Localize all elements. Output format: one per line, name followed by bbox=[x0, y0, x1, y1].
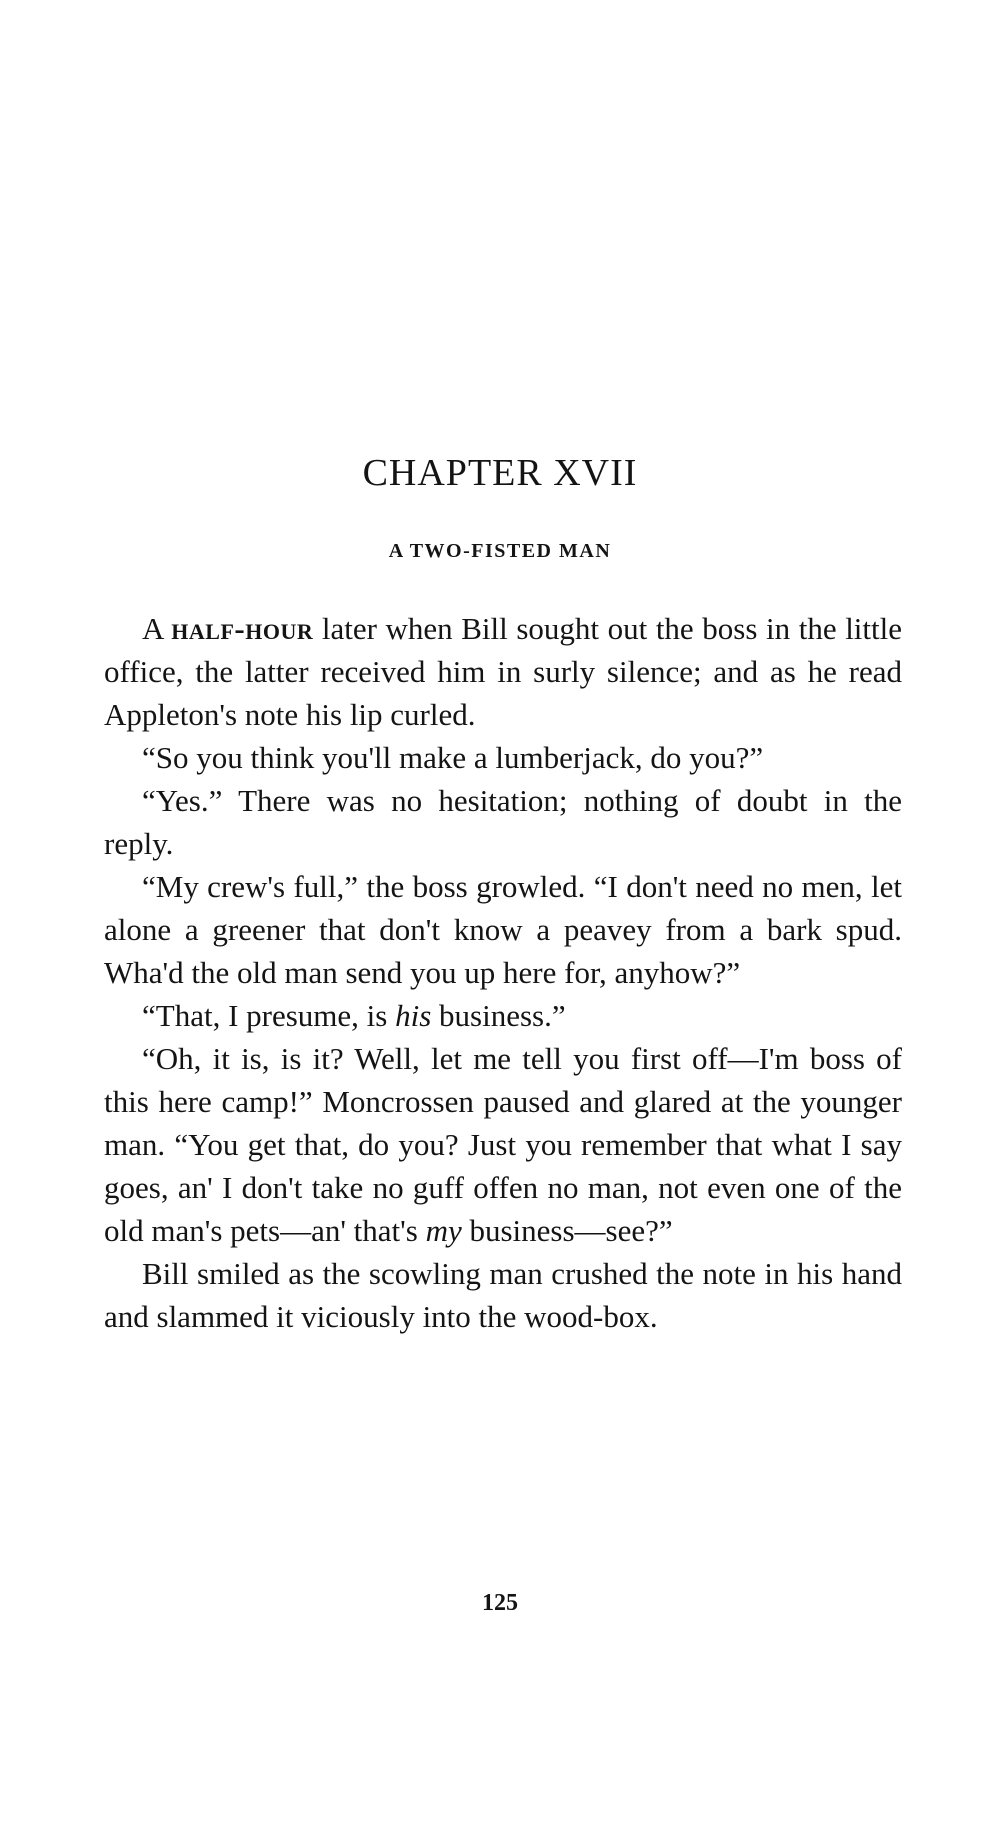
paragraph: “That, I presume, is his business.” bbox=[142, 998, 566, 1033]
paragraph: “My crew's full,” the boss growled. “I don't need no men, let alone a greener that don't know a peavey from a bark spud. Wha'd the old man send you up here for, anyhow?” bbox=[104, 869, 902, 990]
paragraph: “Oh, it is, is it? Well, let me tell you first off—I'm boss of this here camp!” Moncrossen paused and glared at the younger man. “You get that, do you? Just you remember that what I say goes, an' I don't take no guff offen no man, not even one of the old man's pets—an' that's my business—see?” bbox=[104, 1041, 902, 1248]
emphasis: my bbox=[425, 1213, 462, 1248]
emphasis: his bbox=[395, 998, 432, 1033]
small-caps-opening: half-hour bbox=[171, 611, 314, 646]
page-number: 125 bbox=[482, 1590, 518, 1616]
paragraph: “So you think you'll make a lumberjack, do you?” bbox=[142, 740, 764, 775]
paragraph: “Yes.” There was no hesitation; nothing of doubt in the reply. bbox=[104, 783, 902, 861]
paragraph: Bill smiled as the scowling man crushed the note in his hand and slammed it viciously into the wood-box. bbox=[104, 1256, 902, 1334]
body-text bbox=[104, 607, 902, 1338]
chapter-subtitle: A TWO-FISTED MAN bbox=[388, 540, 612, 562]
paragraph: A half-hour later when Bill sought out the boss in the little office, the latter received him in surly silence; and as he read Appleton's note his lip curled. bbox=[104, 611, 903, 732]
chapter-title: CHAPTER XVII bbox=[362, 452, 638, 494]
